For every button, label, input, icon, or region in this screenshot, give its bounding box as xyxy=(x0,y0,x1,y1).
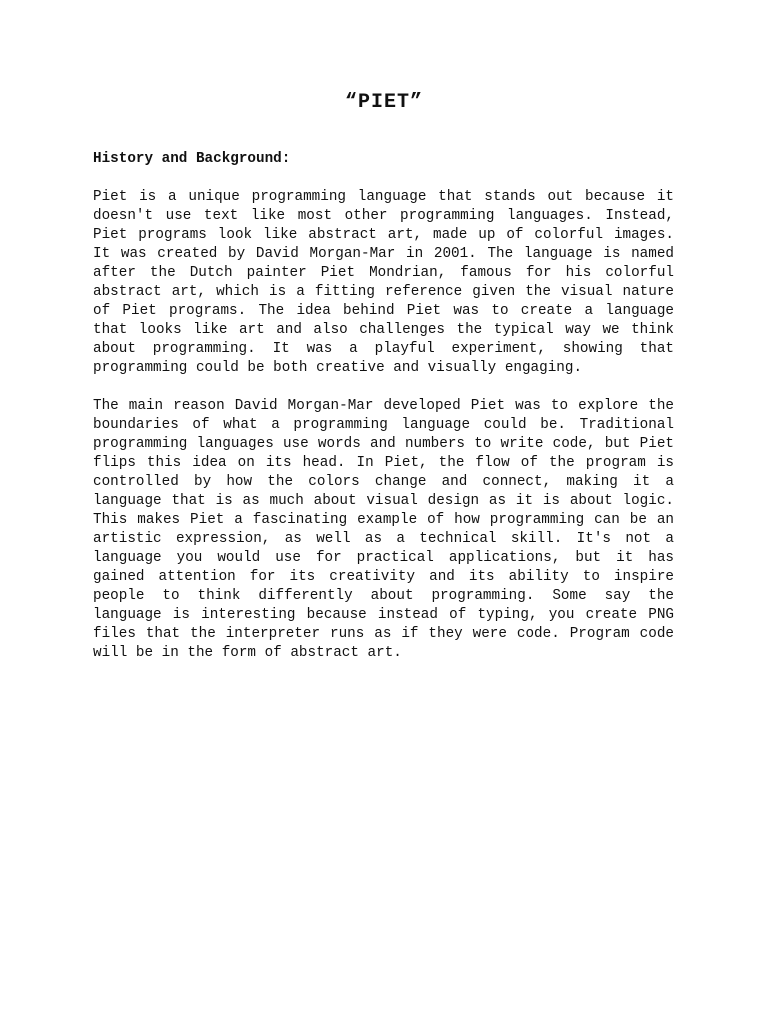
section-heading: History and Background: xyxy=(93,151,291,167)
page-title: “PIET” xyxy=(344,91,423,114)
document-body xyxy=(93,150,674,682)
paragraph-history: Piet is a unique programming language that stands out because it doesn't use text like most other programming languages. Instead, Piet programs look like abstract art, made up of colorful images. It was created by David Morgan-Mar in 2001. The language is named after the Dutch painter Piet Mondrian, famous for his colorful abstract art, which is a fitting reference given the visual nature of Piet programs. The idea behind Piet was to create a language that looks like art and also challenges the typical way we think about programming. It was a playful experiment, showing that programming could be both creative and visually engaging. xyxy=(93,189,674,376)
paragraph-motivation: The main reason David Morgan-Mar developed Piet was to explore the boundaries of what a programming language could be. Traditional programming languages use words and numbers to write code, but Piet flips this idea on its head. In Piet, the flow of the program is controlled by how the colors change and connect, making it a language that is as much about visual design as it is about logic. This makes Piet a fascinating example of how programming can be an artistic expression, as well as a technical skill. It's not a language you would use for practical applications, but it has gained attention for its creativity and its ability to inspire people to think differently about programming. Some say the language is interesting because instead of typing, you create PNG files that the interpreter runs as if they were code. Program code will be in the form of abstract art. xyxy=(93,398,674,661)
